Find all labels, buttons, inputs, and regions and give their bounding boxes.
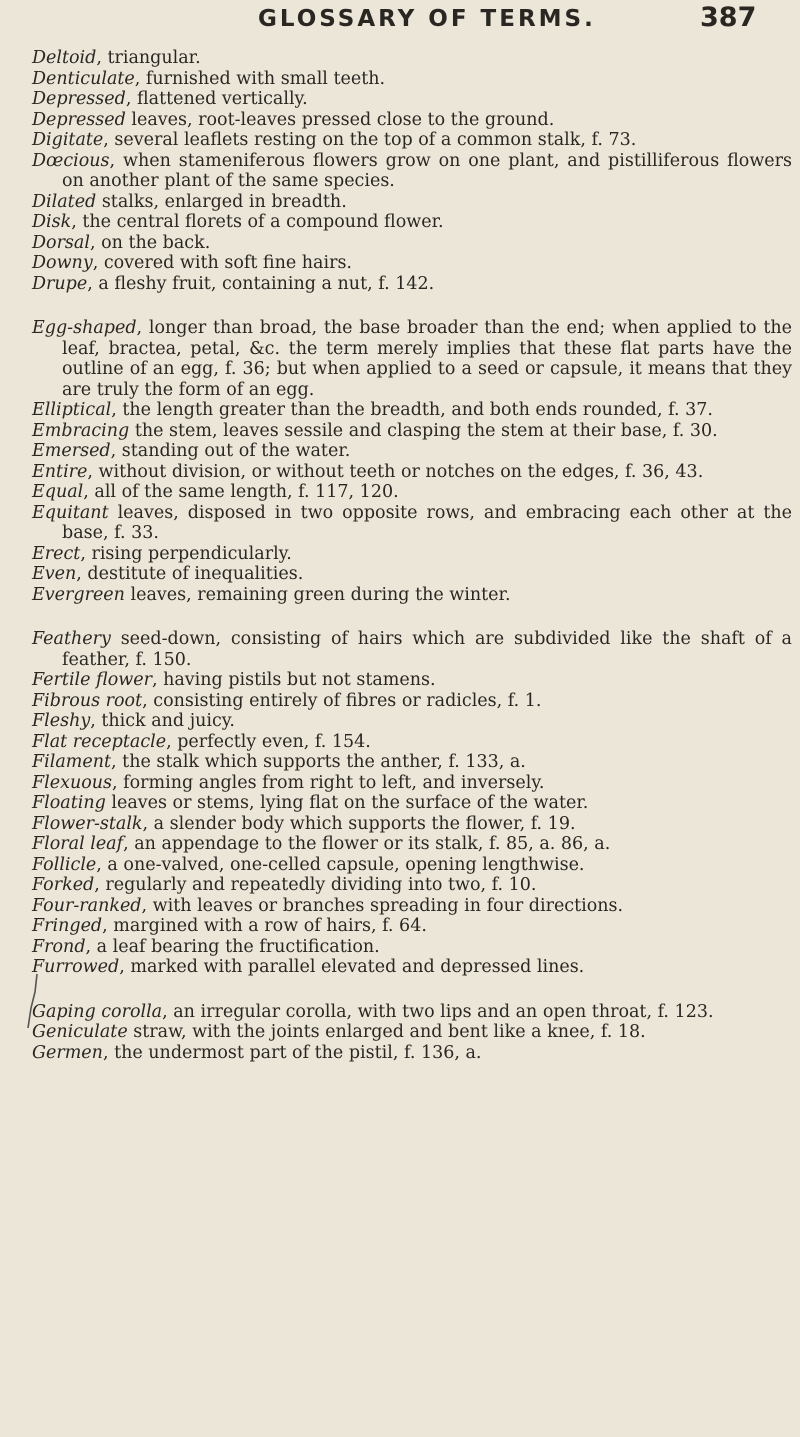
- glossary-definition: , forming angles from right to left, and inversely.: [112, 772, 545, 793]
- glossary-entry: [32, 48, 792, 69]
- glossary-entry: [32, 691, 792, 712]
- glossary-entry: [32, 233, 792, 254]
- glossary-entry: [32, 629, 792, 670]
- glossary-term: Flexuous: [32, 772, 113, 793]
- glossary-term: Drupe: [32, 273, 88, 294]
- glossary-definition: , an appendage to the flower or its stalk, f. 85, a. 86, a.: [123, 834, 611, 854]
- glossary-definition: , on the back.: [89, 232, 211, 253]
- glossary-definition: , a fleshy fruit, containing a nut, f. 142.: [87, 273, 435, 294]
- glossary-entry: [32, 773, 792, 794]
- glossary-term: Emersed: [32, 441, 111, 461]
- glossary-term: Fertile flower: [32, 670, 152, 690]
- glossary-term: Dilated: [32, 191, 97, 212]
- glossary-definition: , regularly and repeatedly dividing into two, f. 10.: [94, 875, 537, 895]
- glossary-term: Geniculate: [32, 1022, 128, 1042]
- glossary-term: Flat receptacle: [32, 731, 167, 752]
- glossary-term: Fibrous root: [32, 690, 143, 711]
- glossary-term: Feathery: [32, 629, 111, 649]
- glossary-definition: , the stalk which supports the anther, f. 133, a.: [111, 752, 526, 772]
- glossary-term: Deltoid: [32, 48, 97, 68]
- glossary-term: Dorsal: [32, 232, 90, 253]
- glossary-definition: , the central florets of a compound flower.: [71, 212, 444, 232]
- glossary-entry: [32, 462, 792, 483]
- glossary-term: Four-ranked: [32, 895, 142, 916]
- running-title: GLOSSARY OF TERMS.: [258, 6, 596, 32]
- glossary-definition: leaves, remaining green during the winter.: [124, 584, 511, 605]
- glossary-entry: [32, 253, 792, 274]
- glossary-definition: straw, with the joints enlarged and bent like a knee, f. 18.: [127, 1022, 646, 1042]
- glossary-definition: , triangular.: [96, 48, 201, 68]
- glossary-term: Equal: [32, 482, 84, 502]
- glossary-entry: [32, 814, 792, 835]
- glossary-section-g: [32, 1002, 792, 1064]
- glossary-entry: [32, 670, 792, 691]
- page-number: 387: [700, 2, 757, 33]
- glossary-term: Forked: [32, 875, 95, 895]
- glossary-definition: , longer than broad, the base broader than the end; when applied to the leaf, bractea, petal, &c. the term merely implies that these flat parts have the outline of an egg, f. 36; but when applied to a seed or capsule, it means that they are truly the form of an egg.: [62, 318, 792, 400]
- glossary-entry: [32, 192, 792, 213]
- glossary-body: [32, 48, 792, 1087]
- glossary-term: Floral leaf: [32, 834, 124, 854]
- glossary-section-d: [32, 48, 792, 294]
- glossary-entry: [32, 110, 792, 131]
- glossary-term: Embracing: [32, 420, 130, 441]
- glossary-definition: , a slender body which supports the flower, f. 19.: [142, 813, 576, 834]
- glossary-term: Germen: [32, 1042, 103, 1063]
- glossary-definition: the stem, leaves sessile and clasping the stem at their base, f. 30.: [129, 420, 718, 441]
- glossary-definition: seed-down, consisting of hairs which are subdivided like the shaft of a feather, f. 150.: [62, 629, 792, 670]
- glossary-definition: , having pistils but not stamens.: [151, 670, 436, 690]
- glossary-term: Erect: [32, 543, 81, 564]
- glossary-entry: [32, 896, 792, 917]
- glossary-term: Denticulate: [32, 68, 135, 89]
- glossary-definition: , without division, or without teeth or notches on the edges, f. 36, 43.: [87, 461, 704, 482]
- glossary-term: Fleshy: [32, 711, 91, 731]
- glossary-term: Floating: [32, 793, 106, 813]
- glossary-entry: [32, 503, 792, 544]
- glossary-entry: [32, 957, 792, 978]
- glossary-definition: , several leaflets resting on the top of a common stalk, f. 73.: [103, 130, 637, 150]
- glossary-definition: leaves, root-leaves pressed close to the ground.: [125, 109, 555, 130]
- glossary-definition: , consisting entirely of fibres or radicles, f. 1.: [142, 690, 542, 711]
- glossary-definition: , flattened vertically.: [125, 89, 308, 109]
- glossary-definition: , an irregular corolla, with two lips and an open throat, f. 123.: [162, 1001, 714, 1022]
- glossary-definition: , margined with a row of hairs, f. 64.: [102, 916, 427, 936]
- glossary-term: Frond: [32, 936, 86, 957]
- glossary-definition: , thick and juicy.: [90, 711, 235, 731]
- glossary-entry: [32, 441, 792, 462]
- glossary-term: Equitant: [32, 502, 109, 523]
- glossary-entry: [32, 1043, 792, 1064]
- glossary-entry: [32, 544, 792, 565]
- glossary-entry: [32, 585, 792, 606]
- glossary-term: Filament: [32, 752, 112, 772]
- glossary-entry: [32, 274, 792, 295]
- glossary-definition: , all of the same length, f. 117, 120.: [83, 482, 399, 502]
- glossary-term: Downy: [32, 253, 93, 273]
- glossary-definition: , rising perpendicularly.: [80, 543, 292, 564]
- glossary-term: Depressed: [32, 109, 126, 130]
- glossary-entry: [32, 732, 792, 753]
- glossary-entry: [32, 1022, 792, 1043]
- glossary-entry: [32, 916, 792, 937]
- glossary-definition: leaves or stems, lying flat on the surface of the water.: [105, 793, 589, 813]
- glossary-entry: [32, 875, 792, 896]
- glossary-definition: stalks, enlarged in breadth.: [96, 191, 347, 212]
- glossary-entry: [32, 793, 792, 814]
- glossary-entry: [32, 69, 792, 90]
- glossary-term: Furrowed: [32, 957, 120, 977]
- glossary-definition: , a leaf bearing the fructification.: [85, 936, 380, 957]
- glossary-entry: [32, 318, 792, 400]
- glossary-definition: , the length greater than the breadth, and both ends rounded, f. 37.: [111, 400, 713, 420]
- glossary-term: Even: [32, 564, 77, 584]
- glossary-entry: [32, 937, 792, 958]
- glossary-section-e: [32, 318, 792, 605]
- glossary-term: Elliptical: [32, 400, 112, 420]
- glossary-definition: , destitute of inequalities.: [76, 564, 304, 584]
- glossary-term: Dœcious: [32, 150, 110, 171]
- glossary-entry: [32, 564, 792, 585]
- glossary-entry: [32, 834, 792, 855]
- glossary-entry: [32, 151, 792, 192]
- glossary-entry: [32, 400, 792, 421]
- glossary-definition: , furnished with small teeth.: [134, 68, 386, 89]
- page-header: [0, 2, 800, 34]
- glossary-entry: [32, 421, 792, 442]
- glossary-term: Follicle: [32, 854, 97, 875]
- glossary-entry: [32, 1002, 792, 1023]
- glossary-definition: , perfectly even, f. 154.: [166, 731, 371, 752]
- glossary-entry: [32, 89, 792, 110]
- glossary-definition: , the undermost part of the pistil, f. 136, a.: [102, 1042, 482, 1063]
- glossary-term: Gaping corolla: [32, 1001, 163, 1022]
- glossary-term: Depressed: [32, 89, 126, 109]
- glossary-term: Disk: [32, 212, 72, 232]
- glossary-definition: , when stameniferous flowers grow on one plant, and pistilliferous flowers on another plant of the same species.: [62, 150, 792, 191]
- glossary-entry: [32, 482, 792, 503]
- glossary-entry: [32, 130, 792, 151]
- glossary-entry: [32, 212, 792, 233]
- glossary-term: Digitate: [32, 130, 104, 150]
- glossary-entry: [32, 855, 792, 876]
- glossary-term: Fringed: [32, 916, 103, 936]
- glossary-definition: , marked with parallel elevated and depressed lines.: [119, 957, 585, 977]
- glossary-definition: , covered with soft fine hairs.: [92, 253, 352, 273]
- glossary-definition: , a one-valved, one-celled capsule, opening lengthwise.: [96, 854, 585, 875]
- glossary-term: Flower-stalk: [32, 813, 143, 834]
- glossary-term: Egg-shaped: [32, 318, 137, 338]
- glossary-term: Entire: [32, 461, 88, 482]
- glossary-section-f: [32, 629, 792, 978]
- glossary-definition: , standing out of the water.: [110, 441, 351, 461]
- glossary-entry: [32, 752, 792, 773]
- glossary-term: Evergreen: [32, 584, 125, 605]
- glossary-entry: [32, 711, 792, 732]
- glossary-definition: , with leaves or branches spreading in four directions.: [141, 895, 624, 916]
- glossary-definition: leaves, disposed in two opposite rows, and embracing each other at the base, f. 33.: [62, 502, 792, 543]
